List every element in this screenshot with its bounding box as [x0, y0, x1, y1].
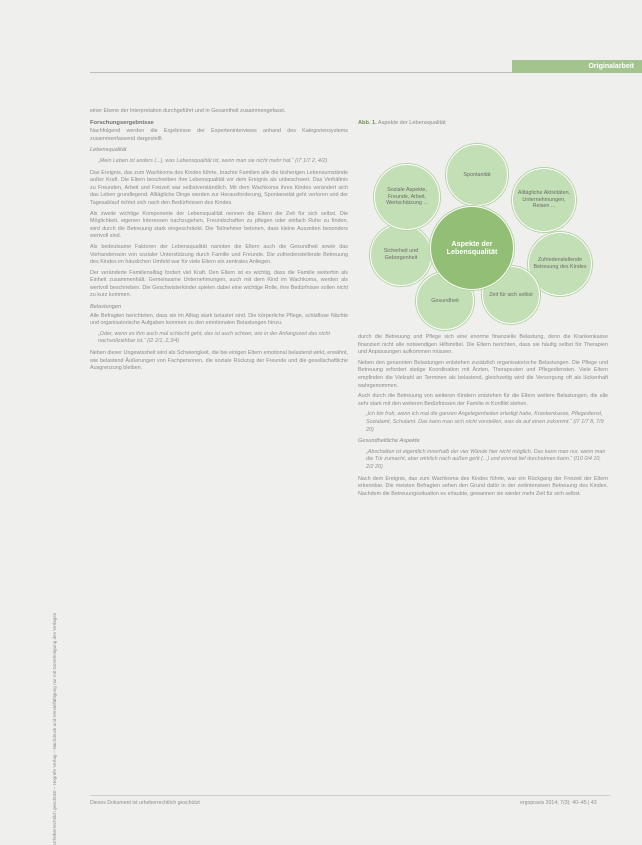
footer-rule [90, 795, 610, 796]
paragraph: Das Ereignis, das zum Wachkoma des Kindes führte, brachte Familien alle die bisherigen Lebensumstände außer Kraft. Die Eltern beschreiben ihre Lebensqualität vor dem Ereignis als unbeschwert. Das Verhältnis zu Freunden, Arbeit und Freizeit war selbstverständlich. Mit dem Wachkoma ihres Kindes verändert sich das Leben grundlegend. Alltägliche Dinge werden zur Herausforderung, Spontaneität geht verloren und der Tagesablauf richtet sich nach den Bedürfnissen des Kindes. [90, 169, 348, 206]
bubble-center-aspects: Aspekte der Lebensqualität [430, 206, 514, 290]
paragraph: Auch durch die Betreuung von weiteren Kindern entstehen für die Eltern weitere Belastungen, die alle sehr stark mit den weiteren Bedürfnissen der Familie in Konflikt stehen. [358, 393, 608, 407]
support-subheading: Belastungen [90, 304, 122, 311]
paragraph: Neben dieser Ungewissheit wird als Schwierigkeit, die bei einigen Eltern emotional belastend wirkt, erwähnt, wie belastend Äußerungen von Fachpersonen, die soziale Rückzug der Freunde und die gesellschaftliche Ausgrenzung bleiben. [90, 350, 348, 372]
copyright-side-note: Urheberrechtlich geschützt – Hogrefe Verlag – Nachdruck und Vervielfältigung nur mit Genehmigung des Verlages [52, 612, 57, 845]
paragraph: Neben den genannten Belastungen entstehen zusätzlich organisatorische Belastungen. Die Pflege und Betreuung erfordert stetige Koordination mit Ärzten, Therapeuten und Pflegediensten. Viele Eltern empfinden die Vielzahl an Terminen als belastend, gleichzeitig wird die Versorgung oft als lückenhaft wahrgenommen. [358, 359, 608, 389]
footer-left: Dieses Dokument ist urheberrechtlich geschützt [90, 800, 200, 806]
figure-caption-label: Abb. 1. [358, 120, 377, 126]
paragraph: Alle Befragten berichteten, dass sie im Alltag stark belastet sind. Die körperliche Pflege, schlaflose Nächte und organisatorische Aufgaben kommen zu den emotionalen Belastungen hinzu. [90, 312, 348, 327]
lifestyle-subheading: Lebensqualität [90, 147, 127, 154]
bubble-social: Soziale Aspekte, Freunde, Arbeit, Wertschätzung ... [374, 164, 440, 230]
paragraph: Als zweite wichtige Komponente der Lebensqualität nennen die Eltern die Zeit für sich selbst. Die Möglichkeit, eigenen Interessen nachzugehen, Freundschaften zu pflegen oder einfach Ruhe zu finden, wird durch die Betreuung stark eingeschränkt. Die Teilnehmer betonen, dass kleine Auszeiten besonders wertvoll sind. [90, 210, 348, 240]
health-subheading: Gesundheitliche Aspekte [358, 438, 420, 445]
bubble-health: Gesundheit [416, 272, 474, 330]
support-quote: „Oder, wenn es ihm auch mal schlecht geht, das ist auch schwer, wie in der Anfangszeit das nicht nachvollziehbar ist.“ (I2 2/1, 2,3/4) [98, 330, 331, 345]
quality-of-life-diagram [358, 130, 604, 330]
bubble-daily-activities: Alltägliche Aktivitäten, Unternehmungen, Reisen ... [512, 168, 576, 232]
results-paragraph: Nachfolgend werden die Ergebnisse der Experteninterviews anhand des Kategoriensystems zusammenfassend dargestellt. [90, 128, 348, 142]
paragraph: durch die Betreuung und Pflege sich eine enorme finanzielle Belastung, denn die Krankenkasse finanziert nicht alle notwendigen Hilfsmittel. Die Eltern berichten, dass sie häufig selbst für Therapien und Anpassungen aufkommen müssen. [358, 334, 608, 356]
footer-right: ergopraxis 2014; 7(3): 40–45 | 43 [520, 800, 597, 806]
section-tab: Originalarbeit [512, 60, 642, 73]
bubble-me-time: Zeit für sich selbst [482, 266, 540, 324]
figure-caption-text: Aspekte der Lebensqualität [377, 120, 446, 126]
figure-caption [358, 120, 446, 126]
right-column [358, 334, 608, 501]
paragraph: Der veränderte Familienalltag fordert viel Kraft. Den Eltern ist es wichtig, dass die Familie weiterhin als Einheit zusammenhält. Gemeinsame Unternehmungen, auch mit dem Kind im Wachkoma, werden als wertvoll beschrieben. Die Geschwisterkinder spielen dabei eine wichtige Rolle, ihre Bedürfnisse sollen nicht zu kurz kommen. [90, 269, 348, 299]
bubble-childcare: Zufriedenstellende Betreuung des Kindes [528, 232, 592, 296]
bubble-safety: Sicherheit und Geborgenheit [370, 224, 432, 286]
left-column [90, 108, 348, 376]
header-rule [90, 72, 512, 73]
paragraph: Als bedeutsame Faktoren der Lebensqualität nannten die Eltern auch die Gesundheit sowie das Vorhandensein von sozialer Unterstützung durch Familie und Freunde. Die zufriedenstellende Betreuung des Kindes im häuslichen Umfeld war für viele Eltern ein zentrales Anliegen. [90, 243, 348, 266]
results-heading: Forschungsergebnisse [90, 119, 154, 126]
bubble-spontaneity: Spontanität [446, 144, 508, 206]
intro-paragraph: einer Ebene der Interpretation durchgeführt und in Gesamtheit zusammengefasst. [90, 108, 286, 114]
lifestyle-quote: „Mein Leben ist anders (...), was Lebensqualität ist, wenn man sie nicht mehr hat.“ (I7 1/7 2, 4/2) [98, 157, 328, 164]
paragraph: Nach dem Ereignis, das zum Wachkoma des Kindes führte, war ein Rückgang der Freizeit der Eltern erkennbar. Die meisten Befragten sehen den Grund dafür in der zeitintensiven Betreuung des Kindes. Nachdem die Betreuungssituation es erlaubte, gewannen sie wieder mehr Zeit für sich selbst. [358, 475, 608, 497]
quote: „Abschalten ist eigentlich innerhalb der vier Wände hier nicht möglich. Das kann man nur, wenn man die Tür zumacht, aber wirklich nach außen geht (...) und einmal tief durchatmen kann.“ (I10 0/4 10, 2/2 20) [366, 448, 606, 470]
quote: „Ich bin froh, wenn ich mal die ganzen Angelegenheiten erledigt habe, Krankenkasse, Pflegedienst, Sozialamt, Schulamt. Das kann man sich nicht vorstellen, was da auf einen zukommt.“ (I7 1/7 8, 7/9 20) [366, 411, 604, 433]
